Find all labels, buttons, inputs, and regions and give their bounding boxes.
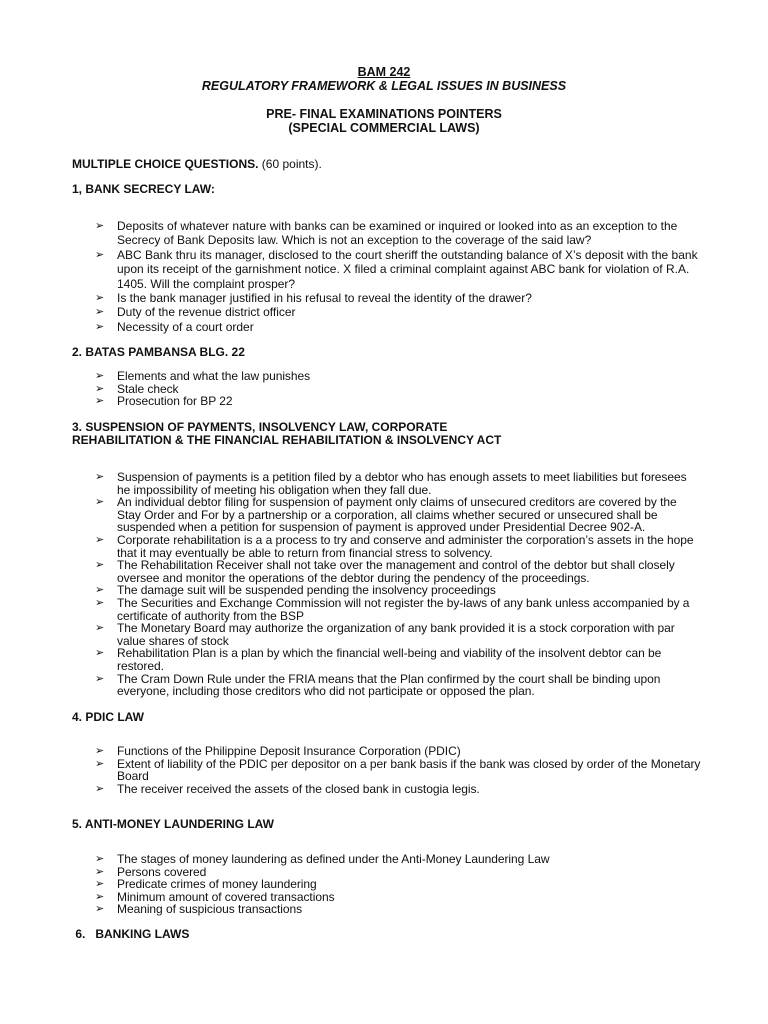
aml-list (95, 853, 701, 916)
section-title-bp22: 2. BATAS PAMBANSA BLG. 22 (72, 345, 245, 359)
list-item (95, 622, 701, 647)
arrow-bullet-icon: ➢ (95, 471, 105, 483)
list-item-text: Predicate crimes of money laundering (117, 877, 317, 892)
list-item-text: Corporate rehabilitation is a a process to try and conserve and administer the corporation’s assets in the hope that it may eventually be able to return from financial stress to solvency. (117, 532, 694, 560)
exam-subtitle: (SPECIAL COMMERCIAL LAWS) (288, 121, 480, 135)
list-item-text: The Rehabilitation Receiver shall not take over the management and control of the debtor but shall closely oversee and monitor the operations of the debtor during the pendency of the proceedings. (117, 558, 675, 585)
list-item (95, 395, 701, 408)
list-item-text: Is the bank manager justified in his refusal to reveal the identity of the drawer? (117, 291, 532, 306)
bp22-list (95, 370, 701, 408)
arrow-bullet-icon: ➢ (95, 382, 105, 395)
list-item (95, 370, 701, 383)
bank-secrecy-list (95, 219, 701, 334)
arrow-bullet-icon: ➢ (95, 782, 105, 795)
list-item-text: Stale check (117, 381, 179, 396)
arrow-bullet-icon: ➢ (95, 395, 105, 408)
list-item-text: Necessity of a court order (117, 319, 254, 334)
arrow-bullet-icon: ➢ (95, 647, 105, 660)
arrow-bullet-icon: ➢ (95, 370, 105, 382)
arrow-bullet-icon: ➢ (95, 496, 105, 509)
section-title-bank-secrecy: 1, BANK SECRECY LAW: (72, 182, 215, 196)
mcq-instruction (72, 157, 322, 171)
list-item-text: ABC Bank thru its manager, disclosed to the court sheriff the outstanding balance of X’s deposit with the bank upon its receipt of the garnishment notice. X filed a criminal complaint against ABC bank for violation of R.A. 1405. Will the complaint prosper? (117, 247, 698, 291)
list-item (95, 647, 701, 672)
course-title: REGULATORY FRAMEWORK & LEGAL ISSUES IN BUSINESS (201, 79, 567, 93)
list-item-text: The Securities and Exchange Commission will not register the by-laws of any bank unless accompanied by a certificate of authority from the BSP (117, 595, 690, 623)
list-item (95, 248, 701, 291)
arrow-bullet-icon: ➢ (95, 306, 105, 319)
arrow-bullet-icon: ➢ (95, 596, 105, 609)
list-item (95, 758, 701, 783)
list-item-text: Functions of the Philippine Deposit Insurance Corporation (PDIC) (117, 744, 461, 758)
list-item-text: Extent of liability of the PDIC per depositor on a per bank basis if the bank was closed by order of the Monetary Board (117, 756, 701, 784)
list-item-text: Minimum amount of covered transactions (117, 889, 335, 904)
list-item (95, 305, 701, 319)
list-item (95, 673, 701, 698)
arrow-bullet-icon: ➢ (95, 865, 105, 878)
list-item-text: Rehabilitation Plan is a plan by which the financial well-being and viability of the insolvent debtor can be restored. (117, 646, 662, 673)
mcq-points: (60 points). (258, 157, 322, 171)
list-item (95, 534, 701, 559)
list-item-text: Duty of the revenue district officer (117, 305, 296, 320)
list-item-text: The stages of money laundering as defined under the Anti-Money Laundering Law (117, 852, 550, 866)
list-item-text: Elements and what the law punishes (117, 369, 311, 383)
list-item (95, 320, 701, 334)
list-item-text: An individual debtor filing for suspension of payment only claims of unsecured creditors are covered by the Stay Order and For by a partnership or a corporation, all claims whether secured or unsecured shall be suspended when a petition for suspension of payment is approved under Presidential Decree 902-A. (117, 495, 677, 535)
insolvency-list (95, 471, 701, 698)
list-item (95, 496, 701, 534)
arrow-bullet-icon: ➢ (95, 890, 105, 903)
arrow-bullet-icon: ➢ (95, 853, 105, 865)
section-title-aml: 5. ANTI-MONEY LAUNDERING LAW (72, 817, 275, 831)
list-item-text: The receiver received the assets of the closed bank in custogia legis. (117, 781, 480, 796)
arrow-bullet-icon: ➢ (95, 745, 105, 757)
arrow-bullet-icon: ➢ (95, 559, 105, 572)
arrow-bullet-icon: ➢ (95, 622, 105, 635)
list-item (95, 559, 701, 584)
list-item (95, 291, 701, 305)
list-item-text: Deposits of whatever nature with banks can be examined or inquired or looked into as an exception to the Secrecy of Bank Deposits law. Which is not an exception to the coverage of the said law? (117, 219, 678, 248)
list-item (95, 219, 701, 248)
list-item-text: Suspension of payments is a petition filed by a debtor who has enough assets to meet liabilities but foresees he impossibility of meeting his obligation when they fall due. (117, 470, 687, 497)
list-item-text: The damage suit will be suspended pending the insolvency proceedings (117, 583, 496, 598)
arrow-bullet-icon: ➢ (95, 533, 105, 546)
exam-title: PRE- FINAL EXAMINATIONS POINTERS (266, 107, 502, 121)
arrow-bullet-icon: ➢ (95, 584, 105, 597)
course-code: BAM 242 (357, 65, 411, 79)
arrow-bullet-icon: ➢ (95, 903, 105, 916)
pdic-list (95, 745, 701, 795)
list-item (95, 783, 701, 796)
section-title-banking: 6. BANKING LAWS (72, 927, 190, 941)
list-item-text: The Monetary Board may authorize the organization of any bank provided it is a stock corporation with par value shares of stock (117, 621, 675, 648)
arrow-bullet-icon: ➢ (95, 248, 105, 261)
list-item-text: Prosecution for BP 22 (117, 394, 233, 409)
list-item-text: Meaning of suspicious transactions (117, 902, 303, 917)
arrow-bullet-icon: ➢ (95, 672, 105, 685)
section-title-pdic: 4. PDIC LAW (72, 710, 145, 724)
section-title-insolvency: 3. SUSPENSION OF PAYMENTS, INSOLVENCY LAW, CORPORATE REHABILITATION & THE FINANCIAL REHABILITATION & INSOLVENCY ACT (72, 420, 502, 447)
arrow-bullet-icon: ➢ (95, 220, 105, 232)
arrow-bullet-icon: ➢ (95, 878, 105, 891)
list-item-text: Persons covered (117, 864, 207, 879)
list-item-text: The Cram Down Rule under the FRIA means that the Plan confirmed by the court shall be binding upon everyone, including those creditors who did not participate or opposed the plan. (117, 671, 661, 699)
arrow-bullet-icon: ➢ (95, 320, 105, 333)
list-item (95, 903, 701, 916)
list-item (95, 471, 701, 496)
mcq-label: MULTIPLE CHOICE QUESTIONS. (72, 157, 259, 171)
arrow-bullet-icon: ➢ (95, 757, 105, 770)
arrow-bullet-icon: ➢ (95, 292, 105, 305)
list-item (95, 597, 701, 622)
